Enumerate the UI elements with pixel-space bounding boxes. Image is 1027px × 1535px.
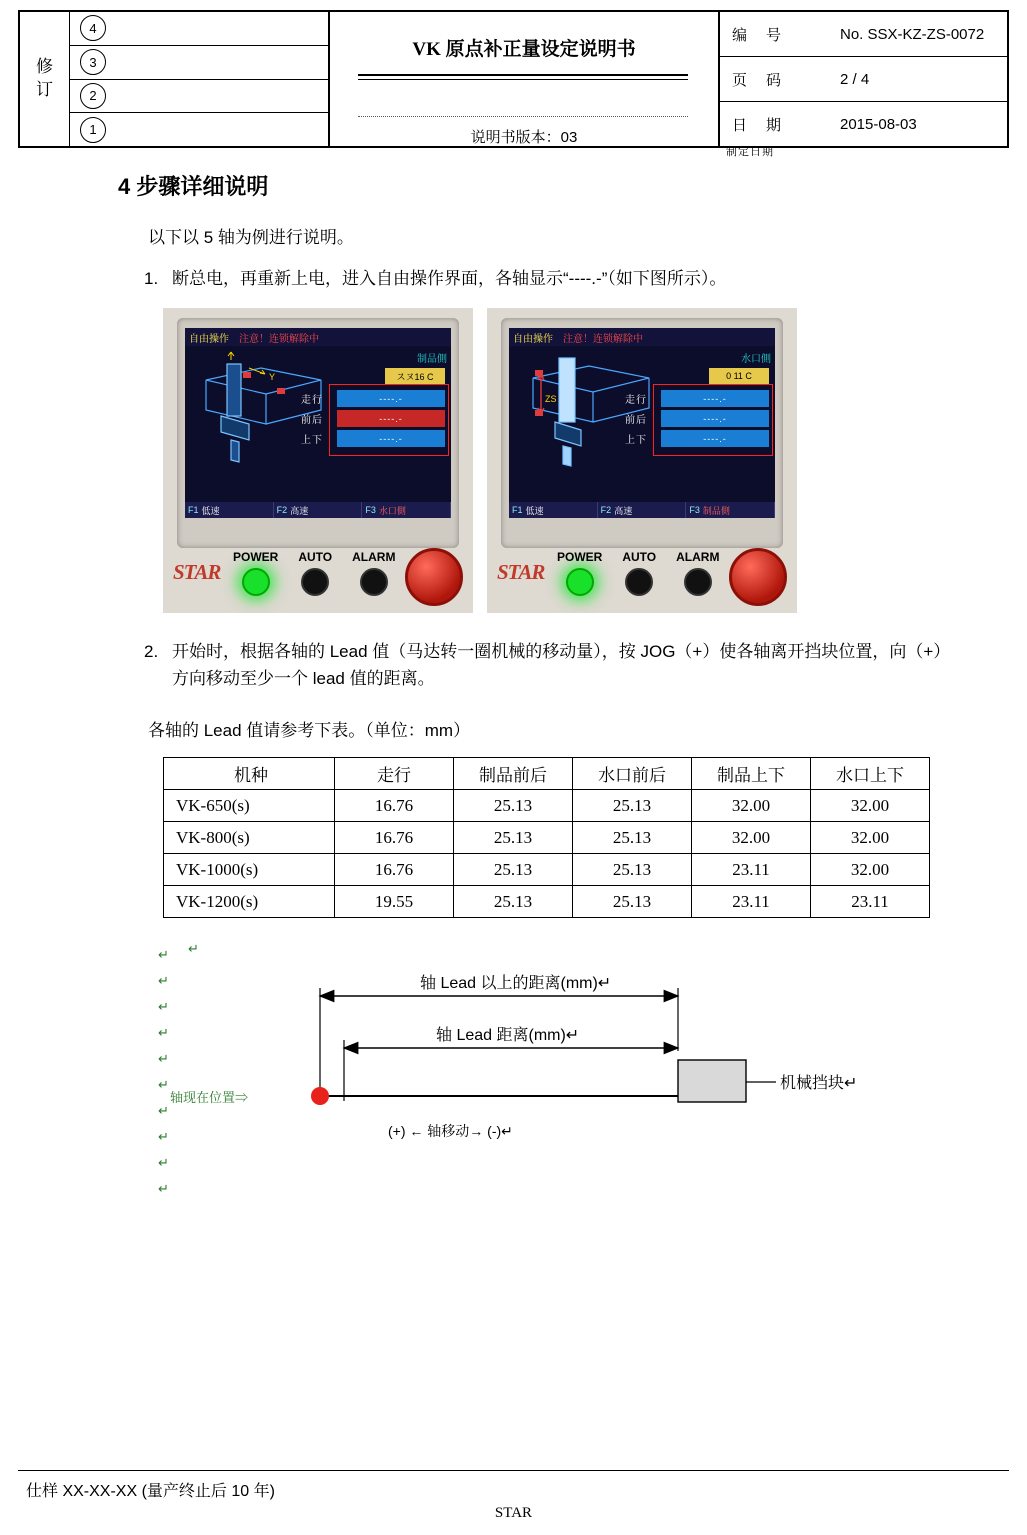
meta-subnote: 制定日期 [726,146,774,158]
step-1-text: 断总电，再重新上电，进入自由操作界面，各轴显示“----.-”（如下图所示）。 [172,269,727,288]
cell-value: 25.13 [573,822,692,854]
revision-label [20,12,70,146]
cell-model: VK-1200(s) [164,886,335,918]
revision-block [20,12,330,146]
hmi-axis-label: 前后 [301,415,323,427]
document-body [18,152,1009,1246]
hmi-fkey-id: F1 [512,505,523,516]
hmi-screen-right [509,328,775,518]
cell-value: 32.00 [692,790,811,822]
revision-rows [70,12,328,146]
cell-value: 25.13 [454,822,573,854]
title-block [330,12,720,146]
title-dotted-divider [358,116,688,117]
hmi-axis-label: 上下 [301,435,323,447]
step-2 [144,639,962,692]
auto-lamp-icon [301,568,329,596]
intro-paragraph: 以下以 5 轴为例进行说明。 [148,228,354,247]
column-header: 机种 [164,758,335,790]
pilcrow: ↵ [158,973,169,989]
cell-value: 32.00 [811,854,930,886]
hmi-axis-bar-updown [301,430,445,447]
meta-row-number [720,12,1007,57]
cell-value: 25.13 [454,854,573,886]
step-2-number: 2. [144,642,159,662]
revision-label-line-1: 修 [36,57,53,77]
lamp-label: ALARM [352,550,396,565]
hmi-axis-label: 走行 [301,395,323,407]
meta-row-page [720,57,1007,102]
hmi-fkey-f1 [185,502,274,518]
column-header: 制品上下 [692,758,811,790]
diagram-label-move: (+) ← 轴移动→ (-)↵ [388,1123,513,1140]
hmi-fkey-id: F3 [689,505,700,516]
photo-pair [163,308,1009,613]
document-header-table [18,10,1009,148]
cell-value: 25.13 [454,886,573,918]
hmi-axis-value: ----.- [703,413,727,424]
meta-key: 日 期 [732,116,784,134]
pilcrow: ↵ [158,1025,169,1041]
indicator-lamp-row [233,550,395,596]
diagram-label-upper: 轴 Lead 以上的距离(mm)↵ [420,975,612,993]
column-header: 走行 [335,758,454,790]
cell-value: 25.13 [454,790,573,822]
hmi-fkey-label: 制品側 [702,505,730,516]
hmi-fkey-id: F1 [188,505,199,516]
svg-text:Y: Y [269,372,276,383]
hmi-fkey-label: 低速 [201,505,220,516]
hmi-axis-value: ----.- [703,393,727,404]
hmi-warning-label: 注意！连锁解除中 [239,333,319,345]
revision-row [70,46,328,80]
cell-value: 19.55 [335,886,454,918]
lamp-alarm [352,550,395,596]
revision-label-line-2: 订 [36,80,53,99]
page-title: VK 原点补正量设定说明书 [412,39,636,60]
meta-key: 页 码 [732,71,784,89]
revision-number: 3 [80,49,106,75]
hmi-side-tag: 制品側 [417,354,447,366]
lamp-auto [298,550,332,596]
lamp-alarm [676,550,719,596]
cell-value: 25.13 [573,790,692,822]
hmi-function-keys [509,502,775,518]
hmi-fkey-label: 水口側 [378,505,406,516]
mechanical-stopper-block [678,1060,746,1102]
hmi-photo-right [487,308,797,613]
hmi-screen-left [185,328,451,518]
footer-center-text: STAR [494,1505,533,1521]
step-1 [144,266,962,292]
step-2-text: 开始时，根据各轴的 Lead 值（马达转一圈机械的移动量），按 JOG（+）使各轴离开挡块位置，向（+）方向移动至少一个 lead 值的距离。 [172,642,951,688]
hmi-axis-bar-frontback [301,410,445,427]
pilcrow: ↵ [158,1103,169,1119]
emergency-stop-icon [405,548,463,606]
hmi-axis-panel [625,390,769,450]
meta-value: 2 / 4 [840,70,870,88]
table-header-row [164,758,930,790]
hmi-axis-value: ----.- [379,433,403,444]
meta-key: 编 号 [732,26,784,44]
cell-value: 16.76 [335,790,454,822]
hmi-axis-bar-updown [625,430,769,447]
pilcrow: ↵ [158,947,169,963]
hmi-warning-label: 注意！连锁解除中 [563,333,643,345]
meta-value: 2015-08-03 [840,115,917,133]
hmi-yellow-tag: スヌ16 C [385,368,445,384]
hmi-fkey-label: 高速 [614,505,633,516]
pilcrow: ↵ [158,999,169,1015]
lamp-power [557,550,602,596]
revision-number: 4 [80,15,106,41]
alarm-lamp-icon [684,568,712,596]
hmi-mode-label: 自由操作 [189,333,229,345]
hmi-fkey-f1 [509,502,598,518]
hmi-function-keys [185,502,451,518]
hmi-photo-left [163,308,473,613]
pilcrow: ↵ [158,1129,169,1145]
diagram-label-position: 轴现在位置⇒ [170,1090,249,1106]
lead-value-table [163,757,930,918]
cell-value: 23.11 [811,886,930,918]
indicator-lamp-row [557,550,719,596]
diagram-svg [148,936,908,1236]
lamp-label: POWER [557,550,603,565]
footer-divider [18,1470,1009,1471]
document-version: 说明书版本：03 [470,129,578,146]
hmi-fkey-id: F2 [600,505,612,516]
pilcrow: ↵ [158,1155,169,1171]
current-position-marker [311,1087,329,1105]
revision-row [70,113,328,146]
lamp-auto [622,550,656,596]
cell-value: 32.00 [811,822,930,854]
document-meta-block [720,12,1007,146]
hmi-axis-label: 上下 [625,435,647,447]
lamp-label: ALARM [676,550,720,565]
hmi-yellow-tag: 0 11 C [709,368,769,384]
section-heading: 4 步骤详细说明 [118,174,269,199]
meta-row-date [720,102,1007,146]
revision-row [70,12,328,46]
hmi-fkey-label: 低速 [525,505,544,516]
auto-lamp-icon [625,568,653,596]
hmi-axis-value: ----.- [379,393,403,404]
column-header: 制品前后 [454,758,573,790]
pilcrow: ↵ [188,941,199,957]
hmi-machine-wireframe [191,350,341,470]
diagram-label-stopper: 机械挡块↵ [780,1075,858,1093]
hmi-machine-wireframe [515,350,665,470]
hmi-axis-value: ----.- [703,433,727,444]
hmi-fkey-f3 [362,502,451,518]
hmi-axis-panel [301,390,445,450]
hmi-fkey-id: F2 [276,505,288,516]
cell-model: VK-650(s) [164,790,335,822]
hmi-fkey-label: 高速 [290,505,309,516]
cell-model: VK-1000(s) [164,854,335,886]
hmi-fkey-f3 [686,502,775,518]
hmi-fkey-f2 [274,502,363,518]
cell-value: 23.11 [692,886,811,918]
step-1-number: 1. [144,269,159,288]
power-lamp-icon [566,568,594,596]
star-logo: STAR [497,560,545,585]
column-header: 水口前后 [573,758,692,790]
revision-number: 2 [80,83,106,109]
star-logo: STAR [173,560,221,585]
lead-note: 各轴的 Lead 值请参考下表。（单位：mm） [148,721,471,741]
table-row [164,822,930,854]
meta-value: No. SSX-KZ-ZS-0072 [840,25,985,43]
alarm-lamp-icon [360,568,388,596]
lamp-label: AUTO [622,550,657,565]
footer-left-text: 仕样 XX-XX-XX (量产终止后 10 年) [26,1483,275,1500]
table-row [164,790,930,822]
hmi-topbar [185,328,451,346]
lamp-label: AUTO [298,550,333,565]
hmi-axis-label: 走行 [625,395,647,407]
pilcrow: ↵ [158,1077,169,1093]
revision-row [70,80,328,114]
cell-value: 25.13 [573,854,692,886]
pilcrow: ↵ [158,1181,169,1197]
cell-value: 23.11 [692,854,811,886]
pilcrow: ↵ [158,1051,169,1067]
cell-value: 16.76 [335,822,454,854]
title-divider [358,74,688,80]
hmi-axis-bar-walk [301,390,445,407]
table-row [164,886,930,918]
hmi-axis-value: ----.- [379,413,403,424]
diagram-label-lower: 轴 Lead 距离(mm)↵ [436,1027,580,1045]
cell-value: 16.76 [335,854,454,886]
cell-value: 25.13 [573,886,692,918]
lamp-label: POWER [233,550,279,565]
hmi-mode-label: 自由操作 [513,333,553,345]
hmi-axis-bar-frontback [625,410,769,427]
hmi-topbar [509,328,775,346]
hmi-axis-label: 前后 [625,415,647,427]
hmi-side-tag: 水口側 [741,354,771,366]
hmi-fkey-f2 [598,502,687,518]
hmi-fkey-id: F3 [365,505,376,516]
power-lamp-icon [242,568,270,596]
lead-distance-diagram [18,936,1009,1246]
column-header: 水口上下 [811,758,930,790]
cell-value: 32.00 [811,790,930,822]
hmi-axis-bar-walk [625,390,769,407]
lamp-power [233,550,278,596]
hmi-zs-label: ZS [545,394,557,405]
cell-model: VK-800(s) [164,822,335,854]
cell-value: 32.00 [692,822,811,854]
emergency-stop-icon [729,548,787,606]
revision-number: 1 [80,117,106,143]
table-row [164,854,930,886]
